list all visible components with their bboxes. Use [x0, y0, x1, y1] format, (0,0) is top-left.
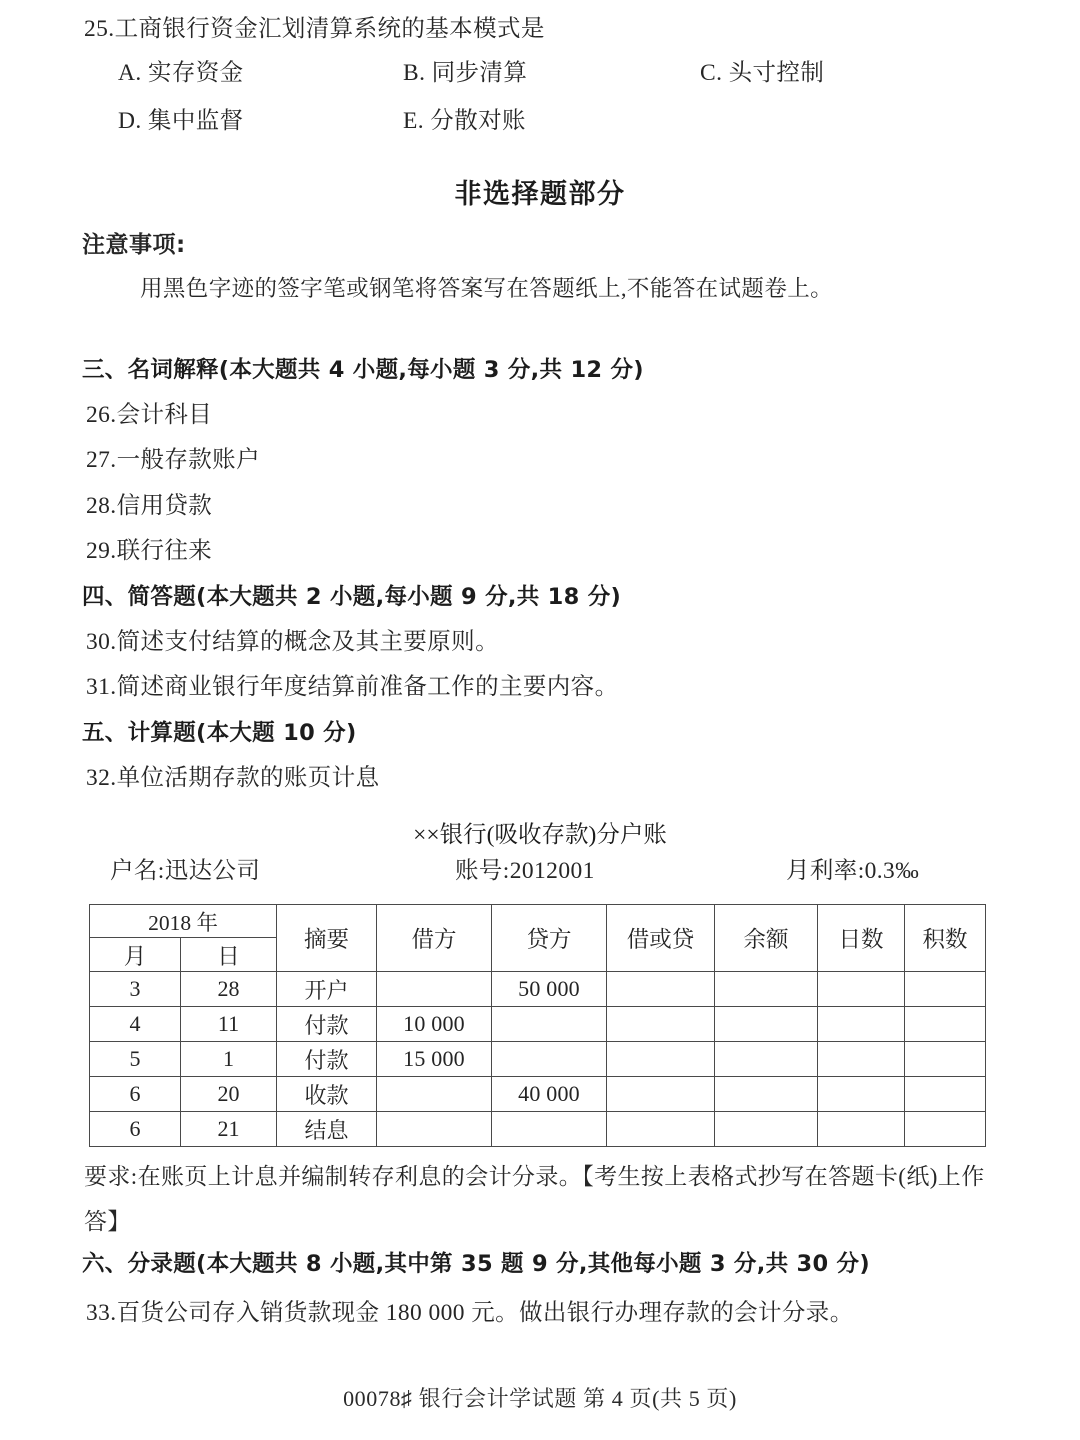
- cell-days: [818, 1077, 905, 1112]
- ledger-header-desc: 摘要: [277, 905, 377, 972]
- cell-dr-or-cr: [607, 1042, 715, 1077]
- section-3-heading: 三、名词解释(本大题共 4 小题,每小题 3 分,共 12 分): [82, 357, 644, 383]
- cell-month: 6: [90, 1077, 181, 1112]
- cell-balance: [715, 1007, 818, 1042]
- table-row: [90, 1077, 986, 1112]
- cell-month: 5: [90, 1042, 181, 1077]
- cell-debit: 10 000: [377, 1007, 492, 1042]
- question-30: 30.简述支付结算的概念及其主要原则。: [86, 629, 499, 655]
- ledger-table-title: ××银行(吸收存款)分户账: [413, 822, 667, 848]
- cell-debit: 15 000: [377, 1042, 492, 1077]
- ledger-table: [89, 904, 986, 1147]
- cell-month: 4: [90, 1007, 181, 1042]
- cell-day: 11: [181, 1007, 277, 1042]
- cell-product: [905, 1007, 986, 1042]
- table-row: [90, 972, 986, 1007]
- cell-days: [818, 1042, 905, 1077]
- ledger-monthly-rate: 月利率:0.3‰: [786, 858, 920, 884]
- cell-debit: [377, 1112, 492, 1147]
- question-26: 26.会计科目: [86, 402, 213, 428]
- cell-month: 3: [90, 972, 181, 1007]
- question-28: 28.信用贷款: [86, 493, 213, 519]
- question-27: 27.一般存款账户: [86, 447, 260, 473]
- page-footer: 00078♯ 银行会计学试题 第 4 页(共 5 页): [343, 1386, 737, 1411]
- ledger-header-year: 2018 年: [90, 905, 277, 938]
- requirement-line-2: 答】: [84, 1209, 131, 1234]
- ledger-header-debit: 借方: [377, 905, 492, 972]
- cell-balance: [715, 1042, 818, 1077]
- cell-desc: 收款: [277, 1077, 377, 1112]
- cell-product: [905, 972, 986, 1007]
- cell-days: [818, 1007, 905, 1042]
- question-25-option-b: B. 同步清算: [403, 60, 528, 86]
- cell-balance: [715, 1077, 818, 1112]
- cell-desc: 付款: [277, 1007, 377, 1042]
- cell-credit: 50 000: [492, 972, 607, 1007]
- ledger-header-product: 积数: [905, 905, 986, 972]
- section-4-heading: 四、简答题(本大题共 2 小题,每小题 9 分,共 18 分): [82, 584, 622, 610]
- ledger-header-row-year: [90, 905, 986, 938]
- cell-credit: 40 000: [492, 1077, 607, 1112]
- ledger-header-day: 日: [181, 938, 277, 972]
- table-row: [90, 1007, 986, 1042]
- cell-credit: [492, 1042, 607, 1077]
- section-6-heading: 六、分录题(本大题共 8 小题,其中第 35 题 9 分,其他每小题 3 分,共 30 分): [82, 1251, 870, 1277]
- ledger-header-dr-or-cr: 借或贷: [607, 905, 715, 972]
- table-row: [90, 1042, 986, 1077]
- question-25-stem: 25.工商银行资金汇划清算系统的基本模式是: [84, 16, 545, 42]
- cell-day: 28: [181, 972, 277, 1007]
- question-33: 33.百货公司存入销货款现金 180 000 元。做出银行办理存款的会计分录。: [86, 1300, 854, 1326]
- ledger-account-number: 账号:2012001: [455, 858, 595, 884]
- question-25-option-c: C. 头寸控制: [700, 60, 825, 86]
- cell-balance: [715, 1112, 818, 1147]
- cell-day: 1: [181, 1042, 277, 1077]
- ledger-table-body: [90, 972, 986, 1147]
- cell-debit: [377, 1077, 492, 1112]
- ledger-header-days: 日数: [818, 905, 905, 972]
- cell-dr-or-cr: [607, 1077, 715, 1112]
- question-25-option-e: E. 分散对账: [403, 108, 526, 134]
- cell-days: [818, 972, 905, 1007]
- table-row: [90, 1112, 986, 1147]
- ledger-header-credit: 贷方: [492, 905, 607, 972]
- cell-credit: [492, 1112, 607, 1147]
- cell-dr-or-cr: [607, 1112, 715, 1147]
- ledger-account-name: 户名:迅达公司: [110, 858, 261, 884]
- cell-month: 6: [90, 1112, 181, 1147]
- cell-product: [905, 1077, 986, 1112]
- requirement-line-1: 要求:在账页上计息并编制转存利息的会计分录。【考生按上表格式抄写在答题卡(纸)上作: [84, 1164, 985, 1189]
- notice-body: 用黑色字迹的签字笔或钢笔将答案写在答题纸上,不能答在试题卷上。: [140, 276, 834, 301]
- notice-title: 注意事项:: [82, 232, 186, 258]
- cell-desc: 结息: [277, 1112, 377, 1147]
- cell-days: [818, 1112, 905, 1147]
- cell-product: [905, 1042, 986, 1077]
- part-heading: 非选择题部分: [454, 179, 626, 210]
- question-29: 29.联行往来: [86, 538, 213, 564]
- question-31: 31.简述商业银行年度结算前准备工作的主要内容。: [86, 674, 619, 700]
- cell-day: 21: [181, 1112, 277, 1147]
- ledger-header-month: 月: [90, 938, 181, 972]
- cell-day: 20: [181, 1077, 277, 1112]
- cell-desc: 开户: [277, 972, 377, 1007]
- ledger-header-balance: 余额: [715, 905, 818, 972]
- cell-dr-or-cr: [607, 972, 715, 1007]
- ledger-table-head: [90, 905, 986, 972]
- cell-product: [905, 1112, 986, 1147]
- cell-debit: [377, 972, 492, 1007]
- cell-desc: 付款: [277, 1042, 377, 1077]
- section-5-heading: 五、计算题(本大题 10 分): [82, 720, 357, 746]
- question-25-option-a: A. 实存资金: [118, 60, 244, 86]
- cell-credit: [492, 1007, 607, 1042]
- question-25-option-d: D. 集中监督: [118, 108, 244, 134]
- cell-balance: [715, 972, 818, 1007]
- question-32: 32.单位活期存款的账页计息: [86, 765, 380, 791]
- cell-dr-or-cr: [607, 1007, 715, 1042]
